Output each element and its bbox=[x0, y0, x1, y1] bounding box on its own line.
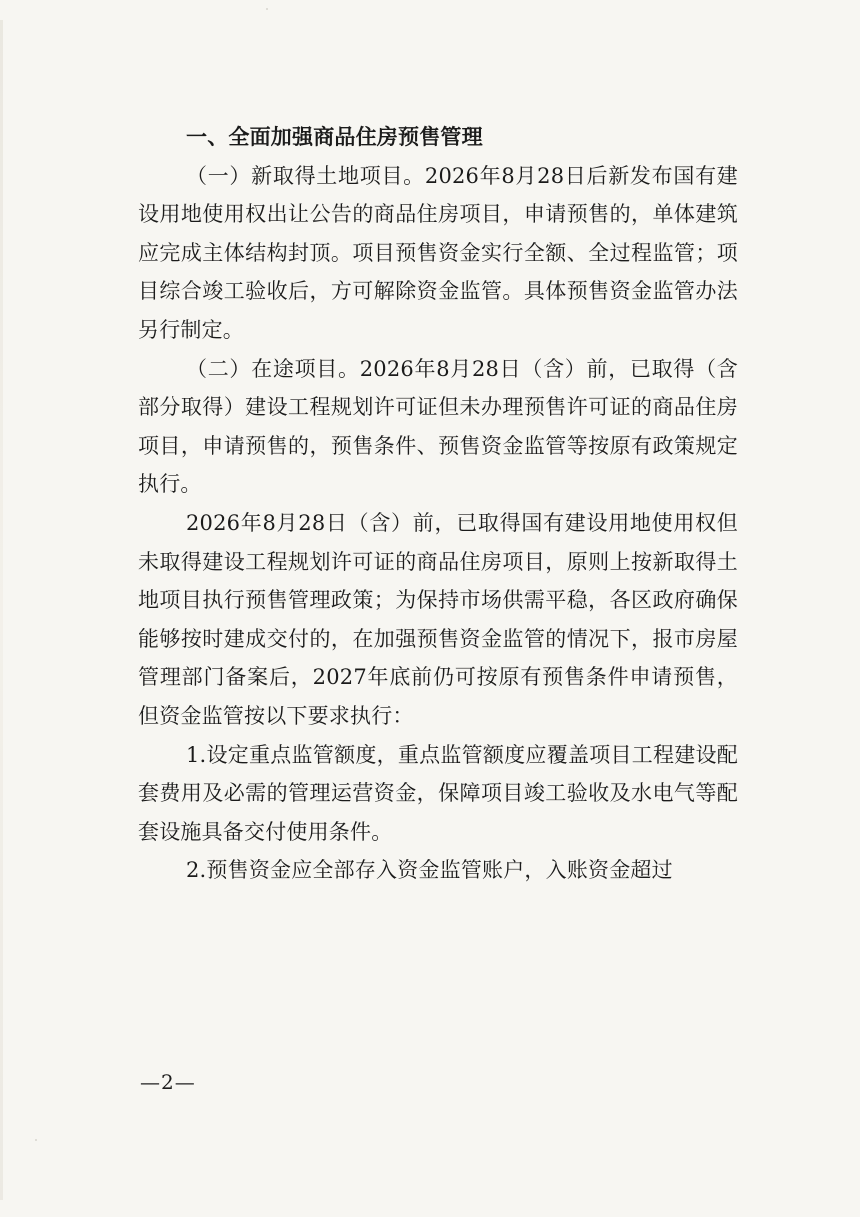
document-body bbox=[138, 118, 738, 890]
paragraph-requirement-1: 1.设定重点监管额度，重点监管额度应覆盖项目工程建设配套费用及必需的管理运营资金，保障项目竣工验收及水电气等配套设施具备交付使用条件。 bbox=[138, 742, 738, 844]
paragraph-new-land-projects: （一）新取得土地项目。2026年8月28日后新发布国有建设用地使用权出让公告的商品住房项目，申请预售的，单体建筑应完成主体结构封顶。项目预售资金实行全额、全过程监管；项目综合竣工验收后，方可解除资金监管。具体预售资金监管办法另行制定。 bbox=[138, 163, 738, 342]
page-number: —2— bbox=[140, 1070, 196, 1094]
section-heading: 一、全面加强商品住房预售管理 bbox=[186, 125, 483, 149]
scan-speck bbox=[35, 1139, 37, 1141]
paragraph-land-without-planning-permit: 2026年8月28日（含）前，已取得国有建设用地使用权但未取得建设工程规划许可证的商品住房项目，原则上按新取得土地项目执行预售管理政策；为保持市场供需平稳，各区政府确保能够按时建成交付的，在加强预售资金监管的情况下，报市房屋管理部门备案后，2027年底前仍可按原有预售条件申请预售，但资金监管按以下要求执行： bbox=[138, 510, 738, 728]
paragraph-requirement-2: 2.预售资金应全部存入资金监管账户，入账资金超过 bbox=[186, 858, 673, 883]
scan-edge-shadow bbox=[0, 20, 3, 1200]
paragraph-ongoing-projects: （二）在途项目。2026年8月28日（含）前，已取得（含部分取得）建设工程规划许可证但未办理预售许可证的商品住房项目，申请预售的，预售条件、预售资金监管等按原有政策规定执行。 bbox=[138, 356, 738, 497]
scan-speck bbox=[266, 8, 268, 10]
